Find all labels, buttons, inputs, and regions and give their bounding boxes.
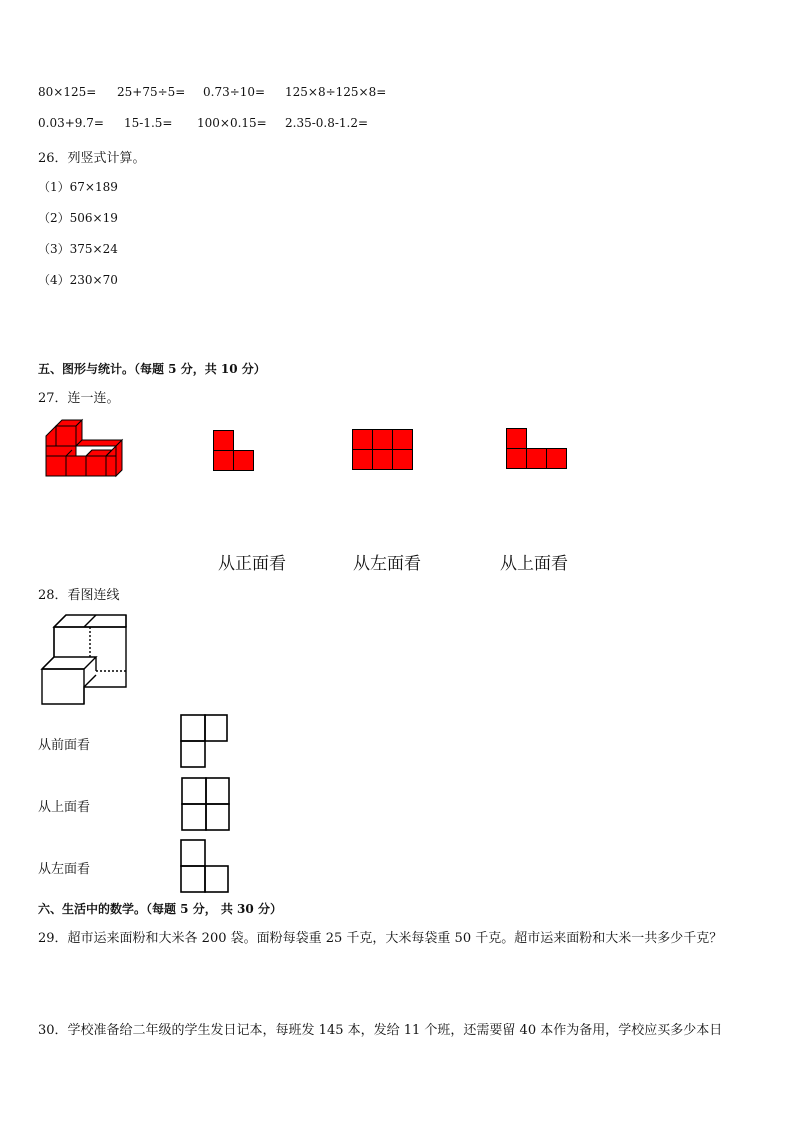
q28-label-top: 从上面看 bbox=[38, 800, 91, 815]
question-26-item: （2）506×19 bbox=[38, 211, 118, 225]
red-long-l-shape-view bbox=[506, 428, 568, 470]
calc-item: 2.35-0.8-1.2= bbox=[285, 116, 369, 130]
question-26-item: （1）67×189 bbox=[38, 180, 118, 194]
view-option-l-shape-top-row bbox=[180, 714, 230, 770]
calc-item: 15-1.5= bbox=[124, 116, 173, 130]
calc-item: 125×8÷125×8= bbox=[285, 85, 387, 99]
red-l-shape-view bbox=[213, 430, 255, 472]
q28-label-front: 从前面看 bbox=[38, 738, 91, 753]
question-26-item: （4）230×70 bbox=[38, 273, 118, 287]
view-option-l-shape-bottom-row bbox=[180, 839, 230, 895]
calc-item: 25+75÷5= bbox=[117, 85, 186, 99]
view-caption-top: 从上面看 bbox=[500, 554, 568, 574]
question-29-text: 29．超市运来面粉和大米各 200 袋。面粉每袋重 25 千克，大米每袋重 50 千克。超市运来面粉和大米一共多少千克？ bbox=[38, 931, 723, 946]
red-rectangle-view bbox=[352, 429, 414, 471]
section-6-title: 六、生活中的数学。（每题 5 分， 共 30 分） bbox=[38, 902, 282, 916]
question-30-text: 30．学校准备给二年级的学生发日记本，每班发 145 本，发给 11 个班，还需要留 40 本作为备用，学校应买多少本日 bbox=[38, 1023, 723, 1038]
calc-item: 0.73÷10= bbox=[203, 85, 266, 99]
question-28-title: 28．看图连线 bbox=[38, 588, 120, 603]
section-5-title: 五、图形与统计。（每题 5 分，共 10 分） bbox=[38, 362, 266, 376]
calc-item: 80×125= bbox=[38, 85, 97, 99]
question-26-item: （3）375×24 bbox=[38, 242, 118, 256]
red-cube-stack-figure bbox=[44, 418, 128, 480]
calc-item: 100×0.15= bbox=[197, 116, 267, 130]
view-caption-left: 从左面看 bbox=[353, 554, 421, 574]
q28-label-left: 从左面看 bbox=[38, 862, 91, 877]
calc-item: 0.03+9.7= bbox=[38, 116, 104, 130]
view-caption-front: 从正面看 bbox=[218, 554, 286, 574]
line-cube-stack-figure bbox=[40, 611, 130, 706]
question-27-title: 27．连一连。 bbox=[38, 391, 120, 406]
question-26-title: 26．列竖式计算。 bbox=[38, 151, 146, 166]
view-option-2x2-square bbox=[181, 777, 231, 833]
